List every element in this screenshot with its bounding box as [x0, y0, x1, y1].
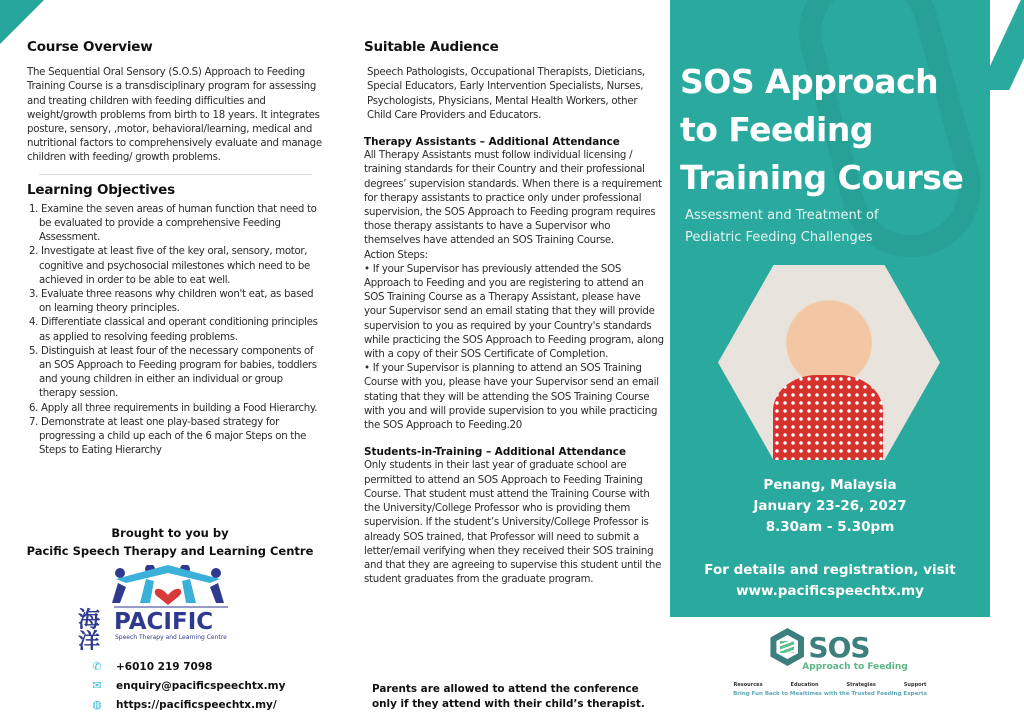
email-address[interactable]: enquiry@pacificspeechtx.my	[116, 679, 286, 692]
sos-logo	[670, 628, 990, 697]
middle-column	[364, 40, 664, 587]
sos-tagline: Bring Fun Back to Mealtimes with the Trusted Feeding Experts	[733, 691, 927, 697]
therapy-assistants-heading: Therapy Assistants – Additional Attendance	[364, 136, 620, 149]
audience-body: Speech Pathologists, Occupational Therapists, Dieticians, Special Educators, Early Intervention Specialists, Nurses, Psychologists, Physicians, Mental Health Workers, other Child Care Providers and Educators.	[367, 67, 645, 121]
parents-note	[372, 682, 645, 712]
cover-panel	[670, 0, 990, 617]
students-body: Only students in their last year of graduate school are permitted to attend an SOS Approach to Feeding Training Course. That student must attend the Training Course with the University/College Professor who is providing them supervision. If the student’s University/College Professor is already SOS trained, that Professor will need to submit a letter/email verifying when they received their SOS training and that they are agreeing to supervise this student until the student graduates from the graduate program.	[364, 460, 662, 586]
baby-photo	[718, 265, 940, 460]
website-link[interactable]: https://pacificspeechtx.my/	[116, 698, 277, 711]
registration-info	[670, 560, 990, 602]
students-heading: Students-in-Training – Additional Attendance	[364, 446, 627, 459]
svg-text:Speech Therapy and Learning Ce: Speech Therapy and Learning Centre	[115, 634, 227, 641]
objectives-list	[27, 203, 322, 459]
therapy-assistants-body: All Therapy Assistants must follow individual licensing / training standards for their Country and their professional degrees’ supervision standards. When there is a requirement for therapy assistants to practice only under professional supervision, the SOS Approach to Feeding program requires those therapy assistants to have a Supervisor who themselves have attended an SOS Training Course.	[364, 150, 662, 247]
course-title	[680, 58, 963, 202]
course-overview-body: The Sequential Oral Sensory (S.O.S) Approach to Feeding Training Course is a transdisciplinary program for assessing and treating children with feeding difficulties and weight/growth problems from birth to 18 years. It integrates posture, sensory, ,motor, behavioral/learning, medical and nutritional factors to comprehensively evaluate and manage children with feeding/ growth problems.	[27, 67, 322, 164]
phone-row	[90, 657, 285, 676]
title-line: Training Course	[680, 158, 964, 197]
subtitle-line: Assessment and Treatment of	[685, 208, 879, 223]
audience-heading: Suitable Audience	[364, 39, 499, 55]
left-column	[27, 40, 322, 458]
sos-nav-item: Education	[790, 682, 819, 688]
sos-nav	[670, 682, 990, 688]
parents-note-line: only if they attend with their child’s therapist.	[372, 698, 645, 710]
decorative-stripe	[990, 0, 1024, 90]
objective-item: 7. Demonstrate at least one play-based strategy for progressing a child up each of the 6 major Steps on the Steps to Eating Hierarchy	[29, 416, 307, 457]
event-location: Penang, Malaysia	[763, 477, 897, 493]
pacific-logo	[78, 565, 248, 650]
contact-info	[90, 657, 285, 714]
logo-chinese: 海	[78, 608, 101, 633]
sos-wordmark: SOS	[808, 630, 870, 664]
course-subtitle	[685, 205, 879, 249]
title-line: to Feeding	[680, 110, 873, 149]
website-row	[90, 695, 285, 714]
registration-link[interactable]: www.pacificspeechtx.my	[736, 583, 924, 599]
course-overview-heading: Course Overview	[27, 39, 153, 55]
students-section	[364, 445, 664, 587]
sos-nav-item: Support	[903, 682, 927, 688]
sos-hexagon-icon	[770, 628, 804, 666]
phone-number[interactable]: +6010 219 7098	[116, 660, 213, 673]
bib-shape	[773, 375, 883, 465]
therapy-assistants-section	[364, 135, 664, 433]
action-steps-label: Action Steps:	[364, 249, 428, 261]
objective-item: 4. Differentiate classical and operant conditioning principles as applied to resolving feeding problems.	[29, 317, 318, 343]
phone-icon: ✆	[92, 660, 102, 673]
event-details	[670, 475, 990, 538]
email-icon: ✉	[92, 679, 102, 692]
event-time: 8.30am - 5.30pm	[765, 519, 895, 535]
svg-text:洋: 洋	[78, 630, 101, 650]
learning-objectives-heading: Learning Objectives	[27, 181, 175, 198]
divider	[39, 174, 312, 175]
action-step-2: • If your Supervisor is planning to attend an SOS Training Course with you, please have your Supervisor send an email stating that they will be attending the SOS Training Course with you and will provide supervision to you while practicing the SOS Approach to Feeding.20	[364, 363, 659, 432]
email-row	[90, 676, 285, 695]
logo-wordmark: PACIFIC	[114, 609, 214, 635]
objective-item: 5. Distinguish at least four of the necessary components of an SOS Approach to Feeding program for babies, toddlers and young children in either an individual or group therapy session.	[29, 345, 317, 400]
objective-item: 6. Apply all three requirements in building a Food Hierarchy.	[29, 402, 318, 414]
sos-nav-item: Strategies	[846, 682, 876, 688]
objective-item: 2. Investigate at least five of the key oral, sensory, motor, cognitive and psychosocial milestones which need to be achieved in order to be able to eat well.	[29, 246, 311, 286]
visit-label: For details and registration, visit	[704, 562, 956, 578]
subtitle-line: Pediatric Feeding Challenges	[685, 230, 873, 245]
objective-item: 1. Examine the seven areas of human function that need to be evaluated to provide a comprehensive Feeding Assessment.	[29, 203, 317, 244]
organizer-credit	[0, 524, 340, 560]
sos-subtitle: Approach to Feeding	[802, 662, 908, 672]
event-dates: January 23-26, 2027	[753, 498, 907, 514]
brought-by-label: Brought to you by	[111, 526, 229, 540]
globe-icon: ◍	[92, 698, 102, 711]
objective-item: 3. Evaluate three reasons why children won't eat, as based on learning theory principles.	[29, 289, 314, 315]
organizer-name: Pacific Speech Therapy and Learning Centre	[26, 544, 314, 558]
action-step-1: • If your Supervisor has previously attended the SOS Approach to Feeding and you are registering to attend an SOS Training Course as a Therapy Assistant, please have your Supervisor send an email stating that they will provide supervision to you as required by your Country's standards while practicing the SOS Approach to Feeding program, along with a copy of their SOS Certificate of Completion.	[364, 263, 664, 361]
parents-note-line: Parents are allowed to attend the conference	[372, 683, 639, 695]
corner-decoration	[0, 0, 44, 44]
sos-nav-item: Resources	[733, 682, 763, 688]
title-line: SOS Approach	[680, 62, 939, 101]
